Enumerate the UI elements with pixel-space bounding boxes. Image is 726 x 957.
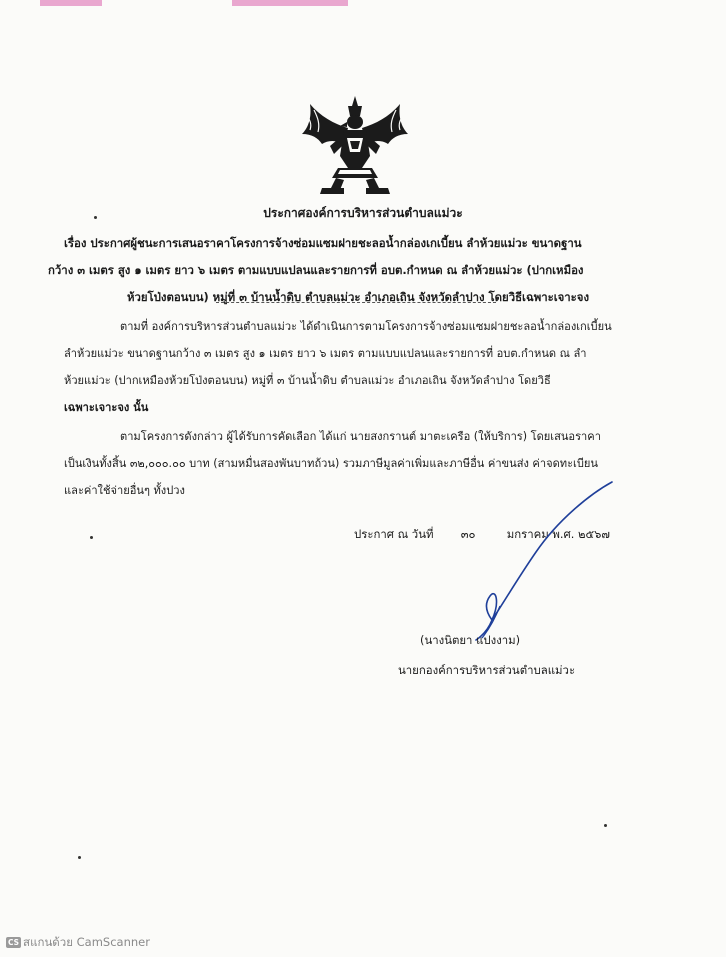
paragraph-project (64, 313, 662, 421)
camscanner-icon: CS (8, 938, 20, 947)
announcement-title: ประกาศองค์การบริหารส่วนตำบลแม่วะ (263, 206, 463, 220)
scanner-text: สแกนด้วย CamScanner (23, 935, 150, 949)
garuda-emblem (300, 94, 410, 198)
scan-speck (78, 856, 81, 859)
scan-speck (90, 536, 93, 539)
subject-line: ห้วยโป่งตอนบน) หมู่ที่ ๓ บ้านน้ำดิบ ตำบลแม่วะ อำเภอเถิน จังหวัดลำปาง โดยวิธีเฉพาะเจาะจง (126, 290, 590, 304)
paragraph-line: ห้วยแม่วะ (ปากเหมืองห้วยโป่งตอนบน) หมู่ที่ ๓ บ้านน้ำดิบ ตำบลแม่วะ อำเภอเถิน จังหวัดลำปาง โดยวิธี (64, 374, 551, 387)
scan-speck (94, 216, 97, 219)
paragraph-line: ตามที่ องค์การบริหารส่วนตำบลแม่วะ ได้ดำเนินการตามโครงการจ้างซ่อมแซมฝายชะลอน้ำกล่องเกเบี้ยน (120, 320, 612, 333)
subject-block (48, 230, 668, 311)
date-month-year: มกราคม พ.ศ. ๒๕๖๗ (506, 527, 610, 541)
date-prefix: ประกาศ ณ วันที่ (354, 527, 434, 541)
dashed-separator (216, 302, 496, 303)
top-edge-tab-right (232, 0, 348, 6)
paragraph-line: และค่าใช้จ่ายอื่นๆ ทั้งปวง (64, 484, 185, 497)
subject-line: กว้าง ๓ เมตร สูง ๑ เมตร ยาว ๖ เมตร ตามแบบแปลนและรายการที่ อบต.กำหนด ณ ลำห้วยแม่วะ (ปากเหมือง (48, 263, 584, 277)
scan-speck (604, 824, 607, 827)
paragraph-line: เป็นเงินทั้งสิ้น ๓๒,๐๐๐.๐๐ บาท (สามหมื่นสองพันบาทถ้วน) รวมภาษีมูลค่าเพิ่มและภาษีอื่น ค่าขนส่ง ค่าจดทะเบียน (64, 457, 598, 470)
subject-line: เรื่อง ประกาศผู้ชนะการเสนอราคาโครงการจ้างซ่อมแซมฝายชะลอน้ำกล่องเกเบี้ยน ลำห้วยแม่วะ ขนาดฐาน (64, 236, 582, 250)
scanner-watermark (6, 934, 150, 952)
signer-title: นายกองค์การบริหารส่วนตำบลแม่วะ (398, 663, 576, 677)
paragraph-line: เฉพาะเจาะจง นั้น (64, 401, 149, 414)
handwritten-signature (440, 480, 620, 650)
top-edge-tab-left (40, 0, 102, 6)
paragraph-line: ตามโครงการดังกล่าว ผู้ได้รับการคัดเลือก ได้แก่ นายสงกรานต์ มาตะเครือ (ให้บริการ) โดยเสนอราคา (120, 430, 601, 443)
signer-name: (นางนิตยา แปงงาม) (420, 633, 521, 647)
date-day: ๓๐ (460, 527, 476, 541)
paragraph-line: ลำห้วยแม่วะ ขนาดฐานกว้าง ๓ เมตร สูง ๑ เมตร ยาว ๖ เมตร ตามแบบแปลนและรายการที่ อบต.กำหนด ณ ลำ (64, 347, 587, 360)
